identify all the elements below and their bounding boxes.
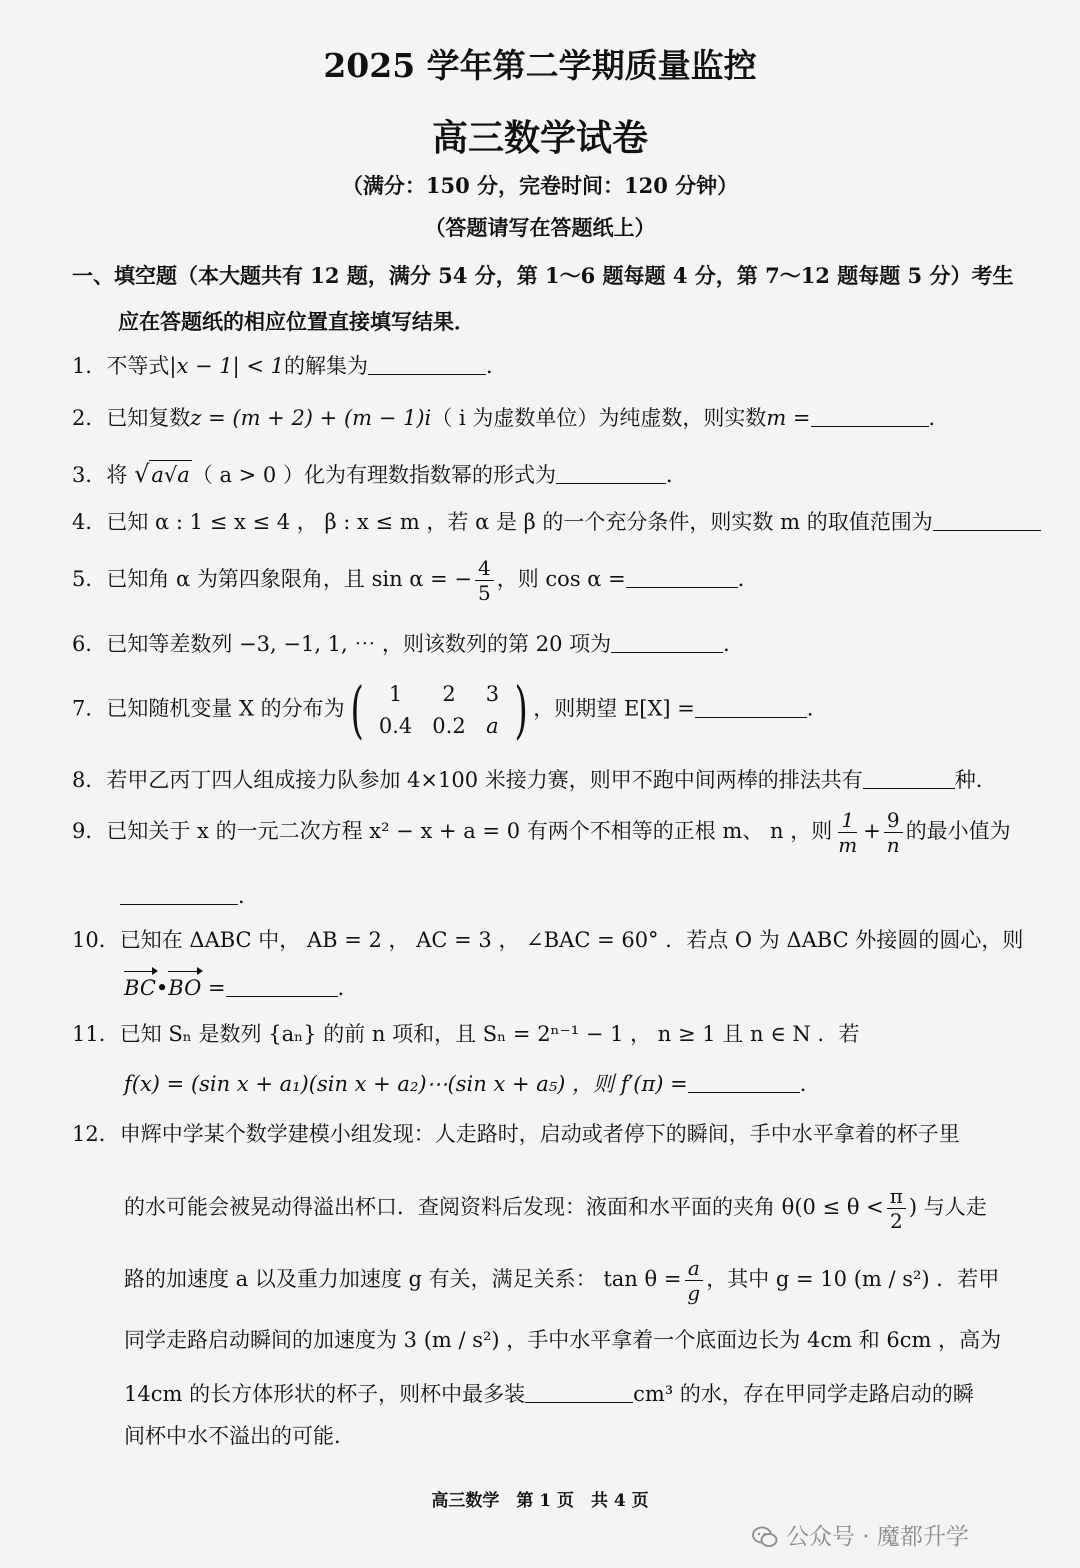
- answer-blank: [525, 1382, 633, 1403]
- watermark-text: 公众号 · 魔都升学: [786, 1524, 969, 1550]
- answer-blank: [688, 1072, 800, 1093]
- answer-blank: [368, 354, 486, 375]
- question-3: 3．将 √a√a（ a > 0 ）化为有理数指数幂的形式为 ．: [72, 460, 687, 488]
- q5-fraction: $\frac{4}{5}$: [475, 556, 494, 605]
- question-12-line5: 14cm 的长方体形状的杯子，则杯中最多装 cm³ 的水，存在甲同学走路启动的瞬: [124, 1382, 974, 1406]
- vector-bc: BC: [124, 976, 156, 1000]
- question-12-line4: 同学走路启动瞬间的加速度为 3 (m / s²) ，手中水平拿着一个底面边长为 4cm 和 6cm ，高为: [124, 1328, 1002, 1352]
- question-2: 2．已知复数z = (m + 2) + (m − 1)i（ i 为虚数单位）为纯虚数，则实数m = ．: [72, 406, 950, 430]
- section-instruction: 应在答题纸的相应位置直接填写结果．: [118, 309, 475, 334]
- answer-blank: [556, 463, 666, 484]
- question-10: 10．已知在 ΔABC 中， AB = 2 ， AC = 3 ， ∠BAC = 60° ．若点 O 为 ΔABC 外接圆的圆心，则: [72, 928, 1024, 952]
- question-7: 7．已知随机变量 X 的分布为 ( 1 2 3 0.4 0.2 a ) ，则期望 E[X] = ．: [72, 673, 828, 746]
- answer-blank: [863, 768, 955, 789]
- question-9: 9．已知关于 x 的一元二次方程 x² − x + a = 0 有两个不相等的正根 m、 n ，则 $\frac{1}{m}$ + $\frac{9}{n}$ 的最小值为: [72, 808, 1011, 857]
- question-12-line6: 间杯中水不溢出的可能．: [124, 1424, 355, 1448]
- page-footer: 高三数学 第 1 页 共 4 页: [431, 1491, 649, 1511]
- exam-note: （答题请写在答题纸上）: [424, 215, 656, 240]
- exam-title: 2025 学年第二学期质量监控: [323, 46, 757, 85]
- question-12: 12．申辉中学某个数学建模小组发现：人走路时，启动或者停下的瞬间，手中水平拿着的杯子里: [72, 1122, 960, 1146]
- question-11-line2: f(x) = (sin x + a₁)(sin x + a₂)⋯(sin x + a₅) ，则 f′(π) = ．: [124, 1072, 821, 1096]
- question-9-answer: ．: [120, 882, 259, 910]
- question-12-line2: 的水可能会被晃动得溢出杯口．查阅资料后发现：液面和水平面的夹角 θ(0 ≤ θ < $\frac{\pi}{2}$ ) 与人走: [124, 1184, 987, 1233]
- q3-radical: a√a: [149, 460, 191, 489]
- question-1: 1．不等式|x − 1| < 1的解集为 ．: [72, 354, 507, 378]
- wechat-icon: [752, 1526, 778, 1548]
- question-10-line2: BC•BO = ．: [124, 976, 359, 1000]
- answer-blank: [626, 567, 738, 588]
- vector-bo: BO: [168, 976, 202, 1000]
- question-6: 6．已知等差数列 −3, −1, 1, ⋯ ，则该数列的第 20 项为 ．: [72, 632, 745, 656]
- question-8: 8．若甲乙丙丁四人组成接力队参加 4×100 米接力赛，则甲不跑中间两棒的排法共有 种．: [72, 768, 997, 792]
- question-4: 4．已知 α : 1 ≤ x ≤ 4 ， β : x ≤ m ，若 α 是 β 的一个充分条件，则实数 m 的取值范围为: [72, 508, 1041, 536]
- distribution-matrix: ( 1 2 3 0.4 0.2 a ): [350, 673, 528, 746]
- answer-blank: [811, 406, 929, 427]
- section-heading: 一、填空题（本大题共有 12 题，满分 54 分，第 1～6 题每题 4 分，第 7～12 题每题 5 分）考生: [72, 263, 1014, 288]
- answer-blank: [611, 632, 723, 653]
- exam-info: （满分：150 分，完卷时间：120 分钟）: [341, 173, 739, 198]
- answer-blank: [120, 884, 238, 905]
- q2-expression: z = (m + 2) + (m − 1)i: [190, 406, 432, 430]
- q1-expression: |x − 1| < 1: [169, 354, 284, 378]
- question-12-line3: 路的加速度 a 以及重力加速度 g 有关，满足关系： tan θ = $\frac{a}{g}$ ，其中 g = 10 (m / s²) ．若甲: [124, 1256, 1000, 1305]
- answer-blank: [695, 697, 807, 718]
- answer-blank: [226, 976, 338, 997]
- answer-blank: [933, 510, 1041, 531]
- question-11: 11．已知 Sₙ 是数列 {aₙ} 的前 n 项和，且 Sₙ = 2ⁿ⁻¹ − 1 ， n ≥ 1 且 n ∈ N ．若: [72, 1022, 860, 1046]
- q1-number: 1．: [72, 354, 107, 378]
- question-5: 5．已知角 α 为第四象限角，且 sin α = − $\frac{4}{5}$ ，则 cos α = ．: [72, 556, 759, 605]
- watermark: [752, 1518, 969, 1551]
- exam-subtitle: 高三数学试卷: [431, 117, 648, 159]
